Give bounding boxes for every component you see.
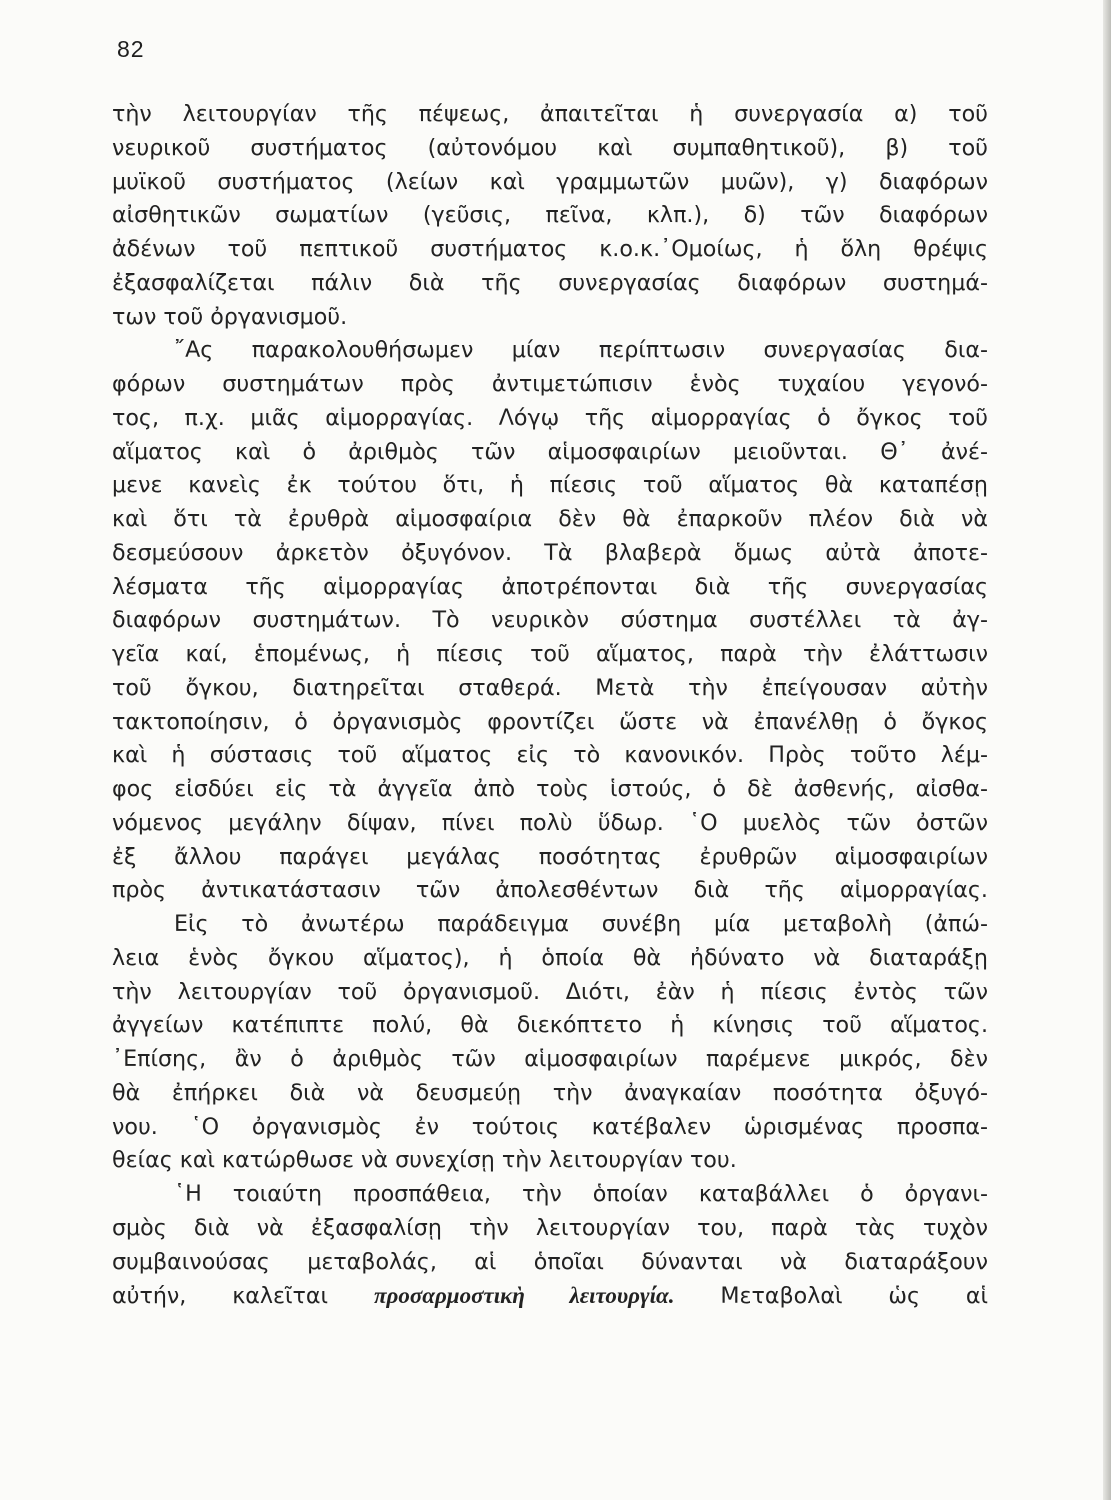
final-line-end: Μεταβολαὶ ὡς αἱ	[674, 1283, 988, 1310]
text-line: των τοῦ ὀργανισμοῦ.	[112, 303, 348, 330]
text-line: τὴν λειτουργίαν τοῦ ὀργανισμοῦ. Διότι, ἐὰν ἡ πίεσις ἐντὸς τῶν	[112, 978, 988, 1005]
text-line: νευρικοῦ συστήματος (αὐτονόμου καὶ συμπαθητικοῦ), β) τοῦ	[112, 134, 988, 161]
body-text	[112, 98, 988, 1314]
text-line: σμὸς διὰ νὰ ἐξασφαλίσῃ τὴν λειτουργίαν του, παρὰ τὰς τυχὸν	[112, 1214, 988, 1241]
text-line: θείας καὶ κατώρθωσε νὰ συνεχίσῃ τὴν λειτουργίαν του.	[112, 1147, 737, 1174]
paragraph-2	[112, 334, 988, 908]
text-line: ἀγγείων κατέπιπτε πολύ, θὰ διεκόπτετο ἡ κίνησις τοῦ αἵματος.	[112, 1012, 988, 1039]
text-line: τος, π.χ. μιᾶς αἱμορραγίας. Λόγῳ τῆς αἱμορραγίας ὁ ὄγκος τοῦ	[112, 404, 988, 431]
text-line: Εἰς τὸ ἀνωτέρω παράδειγμα συνέβη μία μεταβολὴ (ἀπώ-	[174, 911, 988, 937]
page-edge-shadow	[1103, 0, 1111, 1500]
text-line: ἀδένων τοῦ πεπτικοῦ συστήματος κ.ο.κ.᾿Ομοίως, ἡ ὅλη θρέψις	[112, 236, 988, 262]
text-line-final	[112, 1279, 988, 1314]
text-line: τακτοποίησιν, ὁ ὀργανισμὸς φροντίζει ὥστε νὰ ἐπανέλθῃ ὁ ὄγκος	[112, 708, 988, 735]
paragraph-3	[112, 908, 988, 1178]
text-line: τοῦ ὄγκου, διατηρεῖται σταθερά. Μετὰ τὴν ἐπείγουσαν αὐτὴν	[112, 674, 988, 701]
text-line: καὶ ὅτι τὰ ἐρυθρὰ αἱμοσφαίρια δὲν θὰ ἐπαρκοῦν πλέον διὰ νὰ	[112, 506, 988, 532]
text-line: συμβαινούσας μεταβολάς, αἱ ὁποῖαι δύνανται νὰ διαταράξουν	[112, 1248, 988, 1275]
text-line: πρὸς ἀντικατάστασιν τῶν ἀπολεσθέντων διὰ τῆς αἱμορραγίας.	[112, 877, 988, 904]
text-line: μυϊκοῦ συστήματος (λείων καὶ γραμμωτῶν μυῶν), γ) διαφόρων	[112, 168, 988, 195]
text-line: ἐξ ἄλλου παράγει μεγάλας ποσότητας ἐρυθρῶν αἱμοσφαιρίων	[112, 843, 988, 870]
paragraph-4	[112, 1178, 988, 1314]
text-line: αἵματος καὶ ὁ ἀριθμὸς τῶν αἱμοσφαιρίων μειοῦνται. Θ᾿ ἀνέ-	[112, 438, 988, 465]
text-line: φόρων συστημάτων πρὸς ἀντιμετώπισιν ἑνὸς τυχαίου γεγονό-	[112, 371, 988, 397]
text-line: θὰ ἐπήρκει διὰ νὰ δευσμεύῃ τὴν ἀναγκαίαν ποσότητα ὀξυγό-	[112, 1079, 988, 1106]
text-line: γεῖα καί, ἑπομένως, ἡ πίεσις τοῦ αἵματος, παρὰ τὴν ἐλάττωσιν	[112, 641, 988, 667]
text-line: διαφόρων συστημάτων. Τὸ νευρικὸν σύστημα συστέλλει τὰ ἀγ-	[112, 607, 988, 634]
text-line: ῎Ας παρακολουθήσωμεν μίαν περίπτωσιν συνεργασίας δια-	[174, 337, 988, 364]
text-line: ῾Η τοιαύτη προσπάθεια, τὴν ὁποίαν καταβάλλει ὁ ὀργανι-	[174, 1181, 988, 1207]
text-line: λέσματα τῆς αἱμορραγίας ἀποτρέπονται διὰ τῆς συνεργασίας	[112, 573, 988, 600]
text-line: ᾿Επίσης, ἂν ὁ ἀριθμὸς τῶν αἱμοσφαιρίων παρέμενε μικρός, δὲν	[112, 1046, 988, 1072]
text-line: δεσμεύσουν ἀρκετὸν ὀξυγόνον. Τὰ βλαβερὰ ὅμως αὐτὰ ἀποτε-	[112, 539, 988, 566]
text-line: νου. ῾Ο ὀργανισμὸς ἐν τούτοις κατέβαλεν ὡρισμένας προσπα-	[112, 1113, 988, 1140]
page-number: 82	[117, 36, 145, 62]
text-line: καὶ ἡ σύστασις τοῦ αἵματος εἰς τὸ κανονικόν. Πρὸς τοῦτο λέμ-	[112, 742, 988, 769]
text-line: νόμενος μεγάλην δίψαν, πίνει πολὺ ὕδωρ. ῾Ο μυελὸς τῶν ὀστῶν	[112, 809, 988, 836]
text-line: αἰσθητικῶν σωματίων (γεῦσις, πεῖνα, κλπ.), δ) τῶν διαφόρων	[112, 202, 988, 229]
text-line: λεια ἑνὸς ὄγκου αἵματος), ἡ ὁποία θὰ ἠδύνατο νὰ διαταράξῃ	[112, 944, 988, 971]
text-line: τὴν λειτουργίαν τῆς πέψεως, ἀπαιτεῖται ἡ συνεργασία α) τοῦ	[112, 101, 988, 127]
final-line-start: αὐτήν, καλεῖται	[112, 1283, 374, 1310]
text-line: ἐξασφαλίζεται πάλιν διὰ τῆς συνεργασίας διαφόρων συστημά-	[112, 269, 988, 296]
text-line: φος εἰσδύει εἰς τὰ ἀγγεῖα ἀπὸ τοὺς ἱστούς, ὁ δὲ ἀσθενής, αἰσθα-	[112, 776, 988, 802]
text-line: μενε κανεὶς ἐκ τούτου ὅτι, ἡ πίεσις τοῦ αἵματος θὰ καταπέσῃ	[112, 472, 988, 499]
paragraph-1	[112, 98, 988, 334]
emphasized-term: προσαρμοστικὴ λειτουργία.	[373, 1283, 675, 1309]
